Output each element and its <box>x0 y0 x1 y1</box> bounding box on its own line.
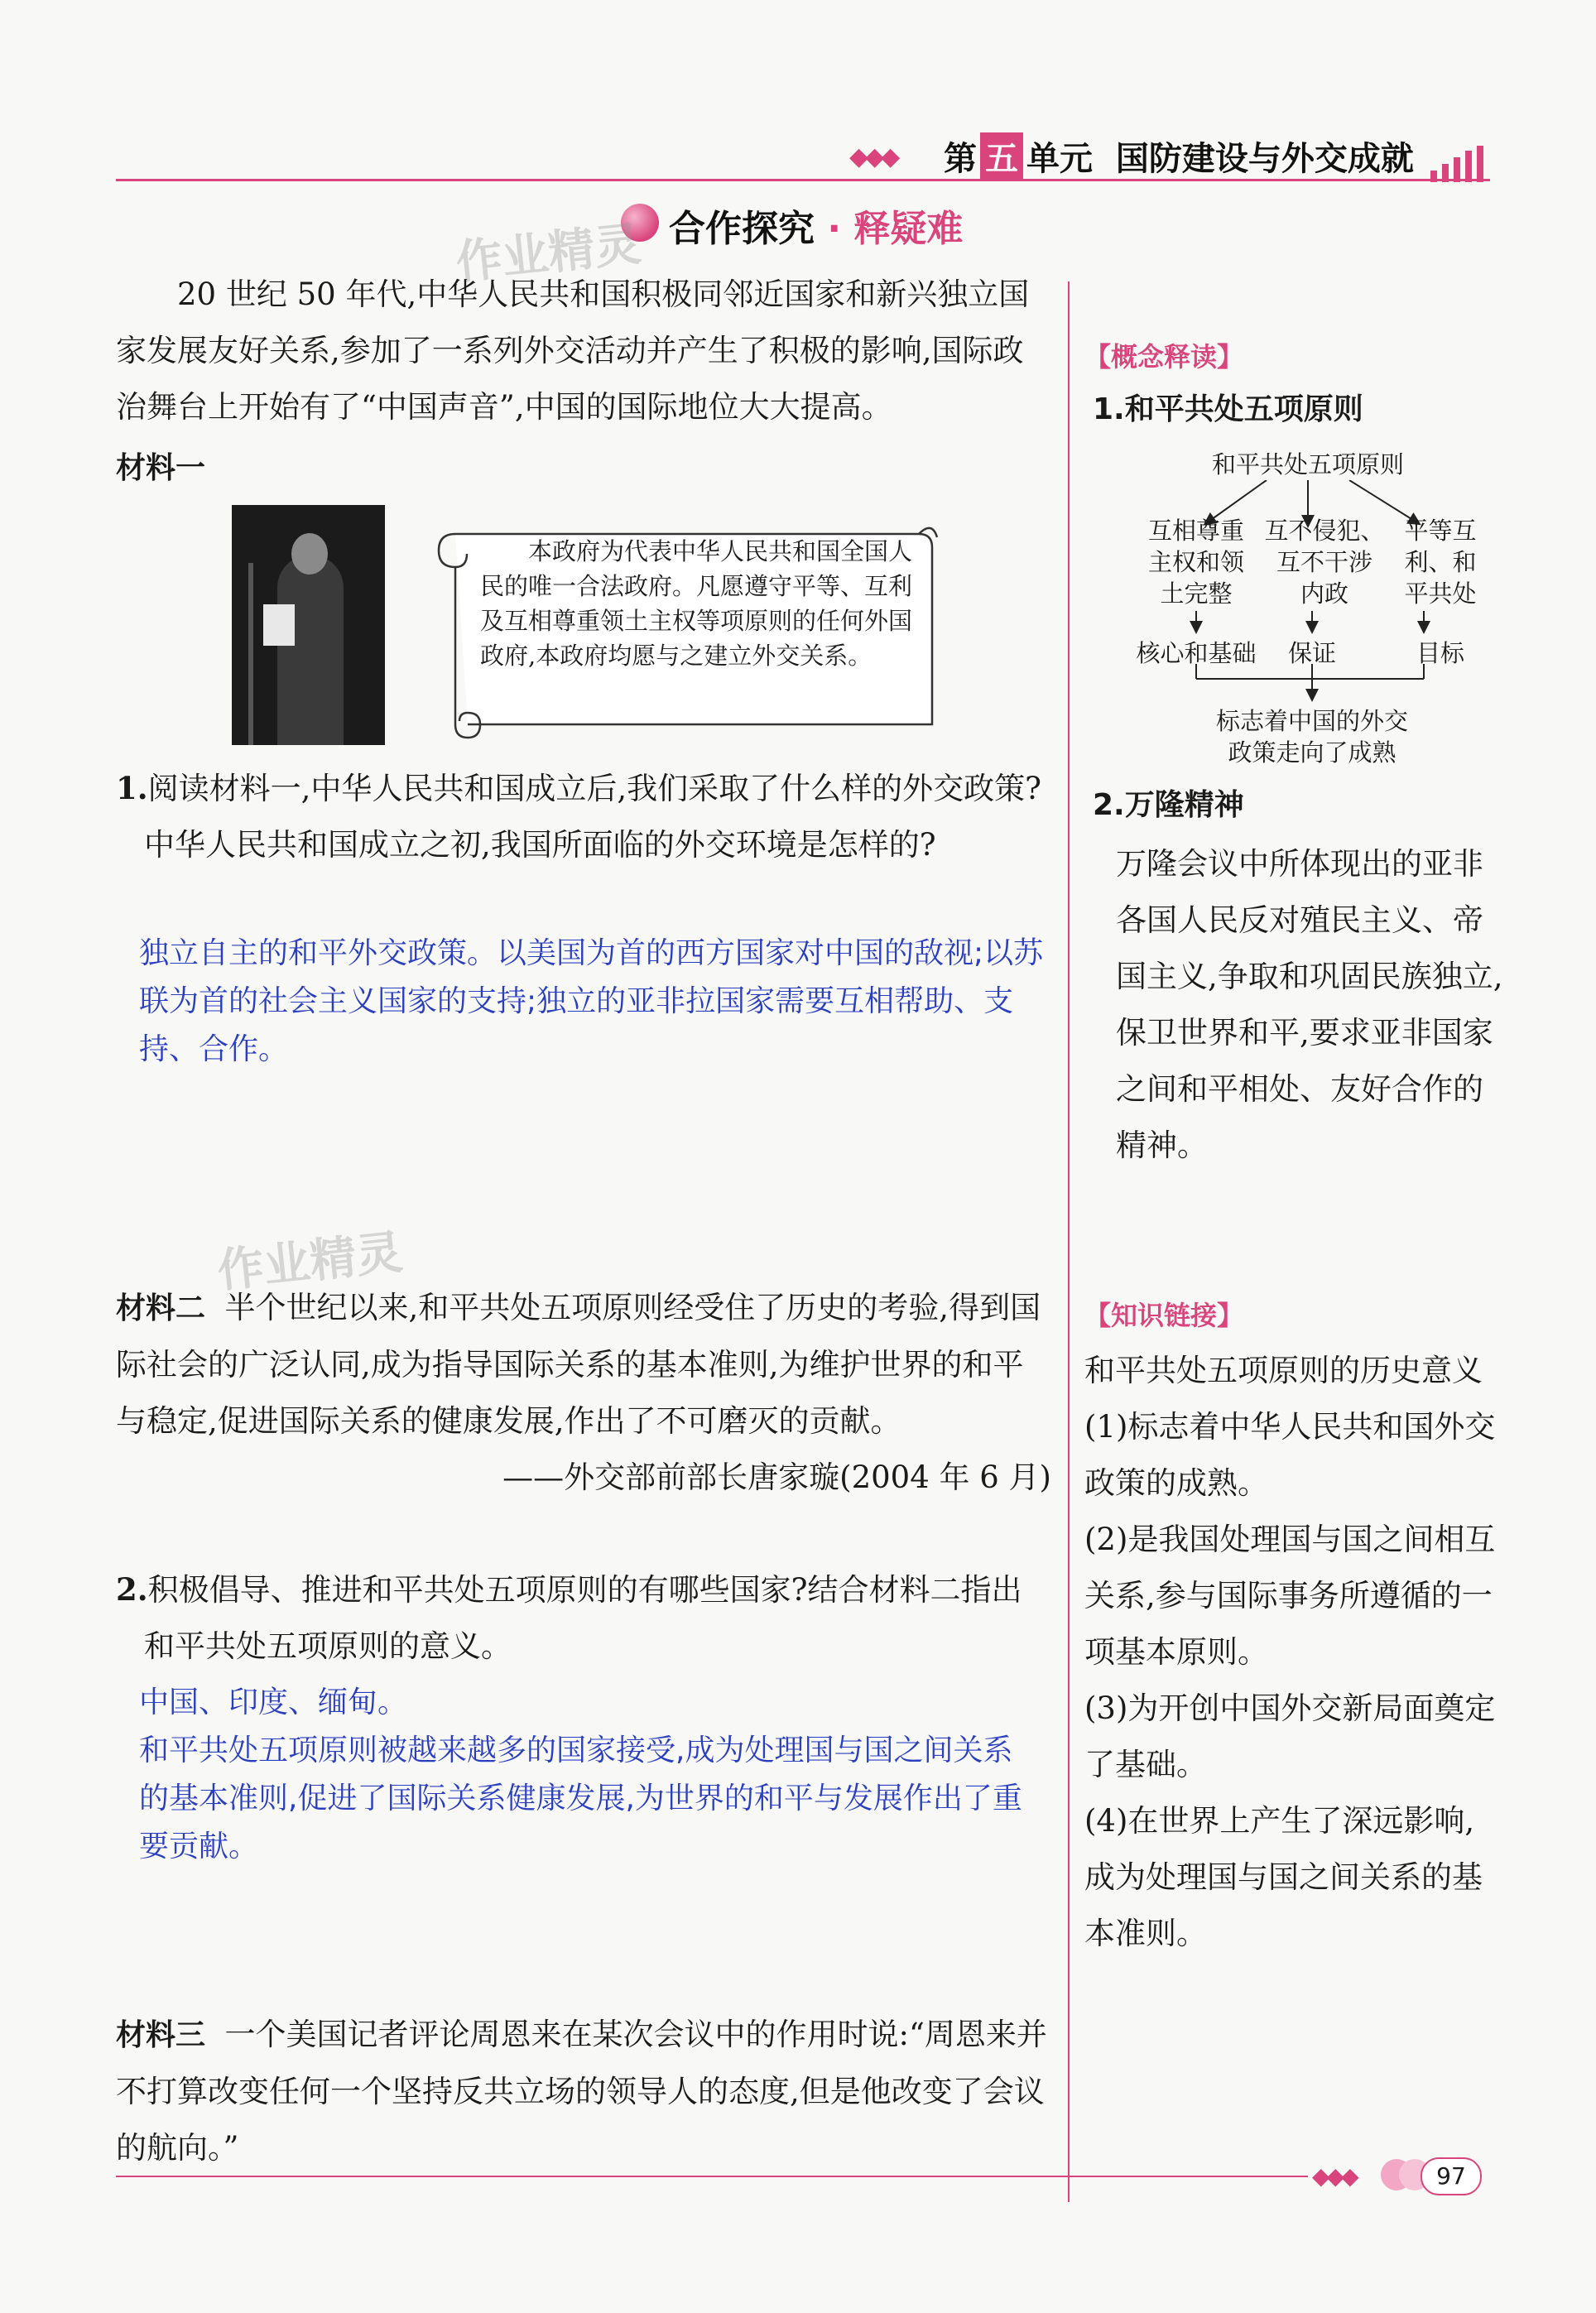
q2-answer-2: 和平共处五项原则被越来越多的国家接受,成为处理国与国之间关系的基本准则,促进了国际关系健康发展,为世界的和平与发展作出了重要贡献。 <box>139 1734 1022 1863</box>
link-title: 和平共处五项原则的历史意义 <box>1084 1353 1483 1388</box>
diagram-col2-line: 互不干涉 <box>1276 548 1372 576</box>
section-title <box>669 199 963 252</box>
diagram-result1: 核心和基础 <box>1136 639 1257 667</box>
material1-label: 材料一 <box>116 451 206 485</box>
diagram-col2-line: 内政 <box>1300 579 1348 608</box>
diagram-col1 <box>1134 515 1258 609</box>
diagram-bottom-line: 标志着中国的外交 <box>1215 707 1408 735</box>
q2-text: 积极倡导、推进和平共处五项原则的有哪些国家?结合材料二指出和平共处五项原则的意义。 <box>144 1572 1022 1664</box>
intro-text: 20 世纪 50 年代,中华人民共和国积极同邻近国家和新兴独立国家发展友好关系,参加了一系列外交活动并产生了积极的影响,国际政治舞台上开始有了“中国声音”,中国的国际地位大大提高。 <box>116 277 1030 425</box>
question-2 <box>116 1561 1051 1675</box>
diagram-col2 <box>1258 515 1391 609</box>
concept-tag: 【概念释读】 <box>1084 341 1244 373</box>
link-point: (2)是我国处理国与国之间相互关系,参与国际事务所遵循的一项基本原则。 <box>1084 1522 1496 1670</box>
intro-paragraph <box>116 267 1051 435</box>
material2 <box>116 1280 1051 1506</box>
q2-number: 2. <box>116 1571 148 1608</box>
section-title-sub: 释疑难 <box>853 208 964 250</box>
material3 <box>116 2007 1051 2176</box>
watermark: 作业精灵 <box>214 1225 406 1299</box>
diagram-root: 和平共处五项原则 <box>1211 450 1404 478</box>
unit-title: 国防建设与外交成就 <box>1115 140 1414 178</box>
material2-source: ——外交部前部长唐家璇(2004 年 6 月) <box>502 1459 1051 1495</box>
unit-prefix: 第 <box>944 140 977 178</box>
signal-bars-icon <box>1430 146 1497 182</box>
historical-photo <box>232 505 385 745</box>
footer-rule <box>116 2176 1308 2177</box>
unit-number-badge: 五 <box>980 132 1023 180</box>
section-title-main: 合作探究 <box>669 208 815 250</box>
header-diamonds-icon: ◆◆◆ <box>849 142 897 171</box>
diagram-bottom <box>1192 705 1432 768</box>
unit-suffix: 单元 <box>1026 140 1093 178</box>
q1-number: 1. <box>116 770 148 806</box>
material1-quote: 本政府为代表中华人民共和国全国人民的唯一合法政府。凡愿遵守平等、互利及互相尊重领土主权等项原则的任何外国政府,本政府均愿与之建立外交关系。 <box>480 537 913 670</box>
knowledge-tag: 【知识链接】 <box>1084 1300 1244 1331</box>
material2-label: 材料二 <box>116 1291 206 1325</box>
material3-label: 材料三 <box>116 2018 206 2052</box>
column-divider <box>1068 281 1070 2202</box>
link-point: (1)标志着中华人民共和国外交政策的成熟。 <box>1084 1409 1496 1501</box>
q2-answer-1: 中国、印度、缅甸。 <box>139 1685 408 1719</box>
diagram-col3-line: 平等互 <box>1404 517 1477 545</box>
diagram-col1-line: 土完整 <box>1160 579 1233 608</box>
diagram-col3 <box>1391 515 1490 609</box>
section-title-dot: · <box>827 208 842 250</box>
header-rule <box>116 179 1490 181</box>
link-point: (3)为开创中国外交新局面奠定了基础。 <box>1084 1690 1496 1782</box>
diagram-result2: 保证 <box>1287 639 1336 667</box>
q1-text: 阅读材料一,中华人民共和国成立后,我们采取了什么样的外交政策?中华人民共和国成立之初,我国所面临的外交环境是怎样的? <box>144 771 1041 863</box>
unit-header <box>944 132 1414 180</box>
diagram-result3: 目标 <box>1416 639 1464 667</box>
material3-text: 一个美国记者评论周恩来在某次会议中的作用时说:“周恩来并不打算改变任何一个坚持反共立场的领导人的态度,但是他改变了会议的航向。” <box>116 2017 1047 2166</box>
diagram-col2-line: 互不侵犯、 <box>1264 517 1385 545</box>
concept-item1-title: 1.和平共处五项原则 <box>1093 392 1363 426</box>
diagram-col1-line: 互相尊重 <box>1147 517 1244 545</box>
q1-answer: 独立自主的和平外交政策。以美国为首的西方国家对中国的敌视;以苏联为首的社会主义国家的支持;独立的亚非拉国家需要互相帮助、支持、合作。 <box>139 936 1044 1066</box>
link-point: (4)在世界上产生了深远影响,成为处理国与国之间关系的基本准则。 <box>1084 1803 1483 1951</box>
concept-item2-title: 2.万隆精神 <box>1093 788 1244 822</box>
diagram-bottom-line: 政策走向了成熟 <box>1228 738 1396 767</box>
page-number: 97 <box>1421 2157 1482 2195</box>
diagram-col3-line: 平共处 <box>1404 579 1477 608</box>
material2-text: 半个世纪以来,和平共处五项原则经受住了历史的考验,得到国际社会的广泛认同,成为指导国际关系的基本准则,为维护世界的和平与稳定,促进国际关系的健康发展,作出了不可磨灭的贡献。 <box>116 1290 1041 1439</box>
footer-diamonds-icon: ◆◆◆ <box>1312 2162 1356 2190</box>
diagram-col1-line: 主权和领 <box>1147 548 1244 576</box>
concept-item2-text: 万隆会议中所体现出的亚非各国人民反对殖民主义、帝国主义,争取和巩固民族独立,保卫世界和平,要求亚非国家之间和平相处、友好合作的精神。 <box>1116 846 1503 1163</box>
link-points <box>1084 1399 1498 1962</box>
watermark: 作业精灵 <box>453 217 644 291</box>
question-1 <box>116 760 1051 873</box>
diagram-col3-line: 利、和 <box>1404 548 1477 576</box>
